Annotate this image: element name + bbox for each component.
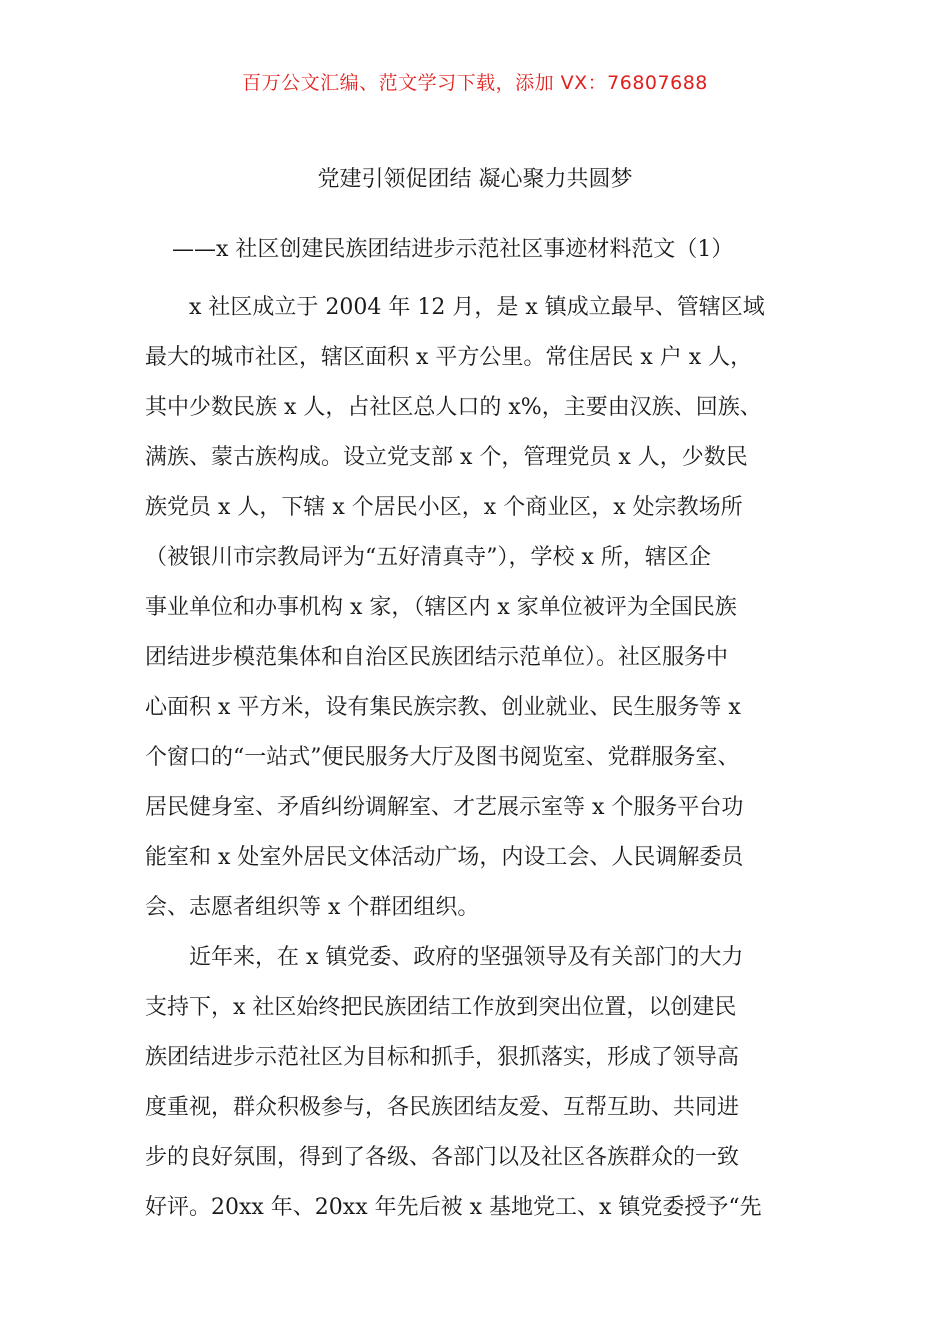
text-line: 居民健身室、矛盾纠纷调解室、才艺展示室等 x 个服务平台功 xyxy=(145,795,744,820)
text-line: 最大的城市社区，辖区面积 x 平方公里。常住居民 x 户 x 人， xyxy=(145,345,753,370)
text-line: 近年来，在 x 镇党委、政府的坚强领导及有关部门的大力 xyxy=(145,945,744,970)
text-line: 满族、蒙古族构成。设立党支部 x 个，管理党员 x 人，少数民 xyxy=(145,445,748,470)
text-line: 步的良好氛围，得到了各级、各部门以及社区各族群众的一致 xyxy=(145,1145,740,1170)
text-line: 好评。20xx 年、20xx 年先后被 x 基地党工、x 镇党委授予“先 xyxy=(145,1195,762,1220)
text-line: （被银川市宗教局评为“五好清真寺”），学校 x 所，辖区企 xyxy=(145,545,711,570)
text-line: 团结进步模范集体和自治区民族团结示范单位）。社区服务中 xyxy=(145,645,729,670)
text-line: 其中少数民族 x 人，占社区总人口的 x%，主要由汉族、回族、 xyxy=(145,395,762,420)
text-line: 族团结进步示范社区为目标和抓手，狠抓落实，形成了领导高 xyxy=(145,1045,740,1070)
text-line: 族党员 x 人，下辖 x 个居民小区，x 个商业区，x 处宗教场所 xyxy=(145,495,743,520)
document-body xyxy=(145,283,817,1233)
document-title: 党建引领促团结 凝心聚力共圆梦 xyxy=(317,167,633,192)
text-line: x 社区成立于 2004 年 12 月，是 x 镇成立最早、管辖区域 xyxy=(145,295,765,320)
text-line: 会、志愿者组织等 x 个群团组织。 xyxy=(145,895,480,920)
header-banner: 百万公文汇编、范文学习下载，添加 VX：76807688 xyxy=(242,72,708,94)
text-line: 支持下，x 社区始终把民族团结工作放到突出位置，以创建民 xyxy=(145,995,737,1020)
text-line: 个窗口的“一站式”便民服务大厅及图书阅览室、党群服务室、 xyxy=(145,745,740,770)
document-subtitle: ——x 社区创建民族团结进步示范社区事迹材料范文（1） xyxy=(172,237,734,262)
paragraph-2 xyxy=(145,933,817,1233)
text-line: 度重视，群众积极参与，各民族团结友爱、互帮互助、共同进 xyxy=(145,1095,740,1120)
paragraph-1 xyxy=(145,283,817,933)
text-line: 事业单位和办事机构 x 家，（辖区内 x 家单位被评为全国民族 xyxy=(145,595,737,620)
text-line: 心面积 x 平方米，设有集民族宗教、创业就业、民生服务等 x xyxy=(145,695,741,720)
text-line: 能室和 x 处室外居民文体活动广场，内设工会、人民调解委员 xyxy=(145,845,744,870)
